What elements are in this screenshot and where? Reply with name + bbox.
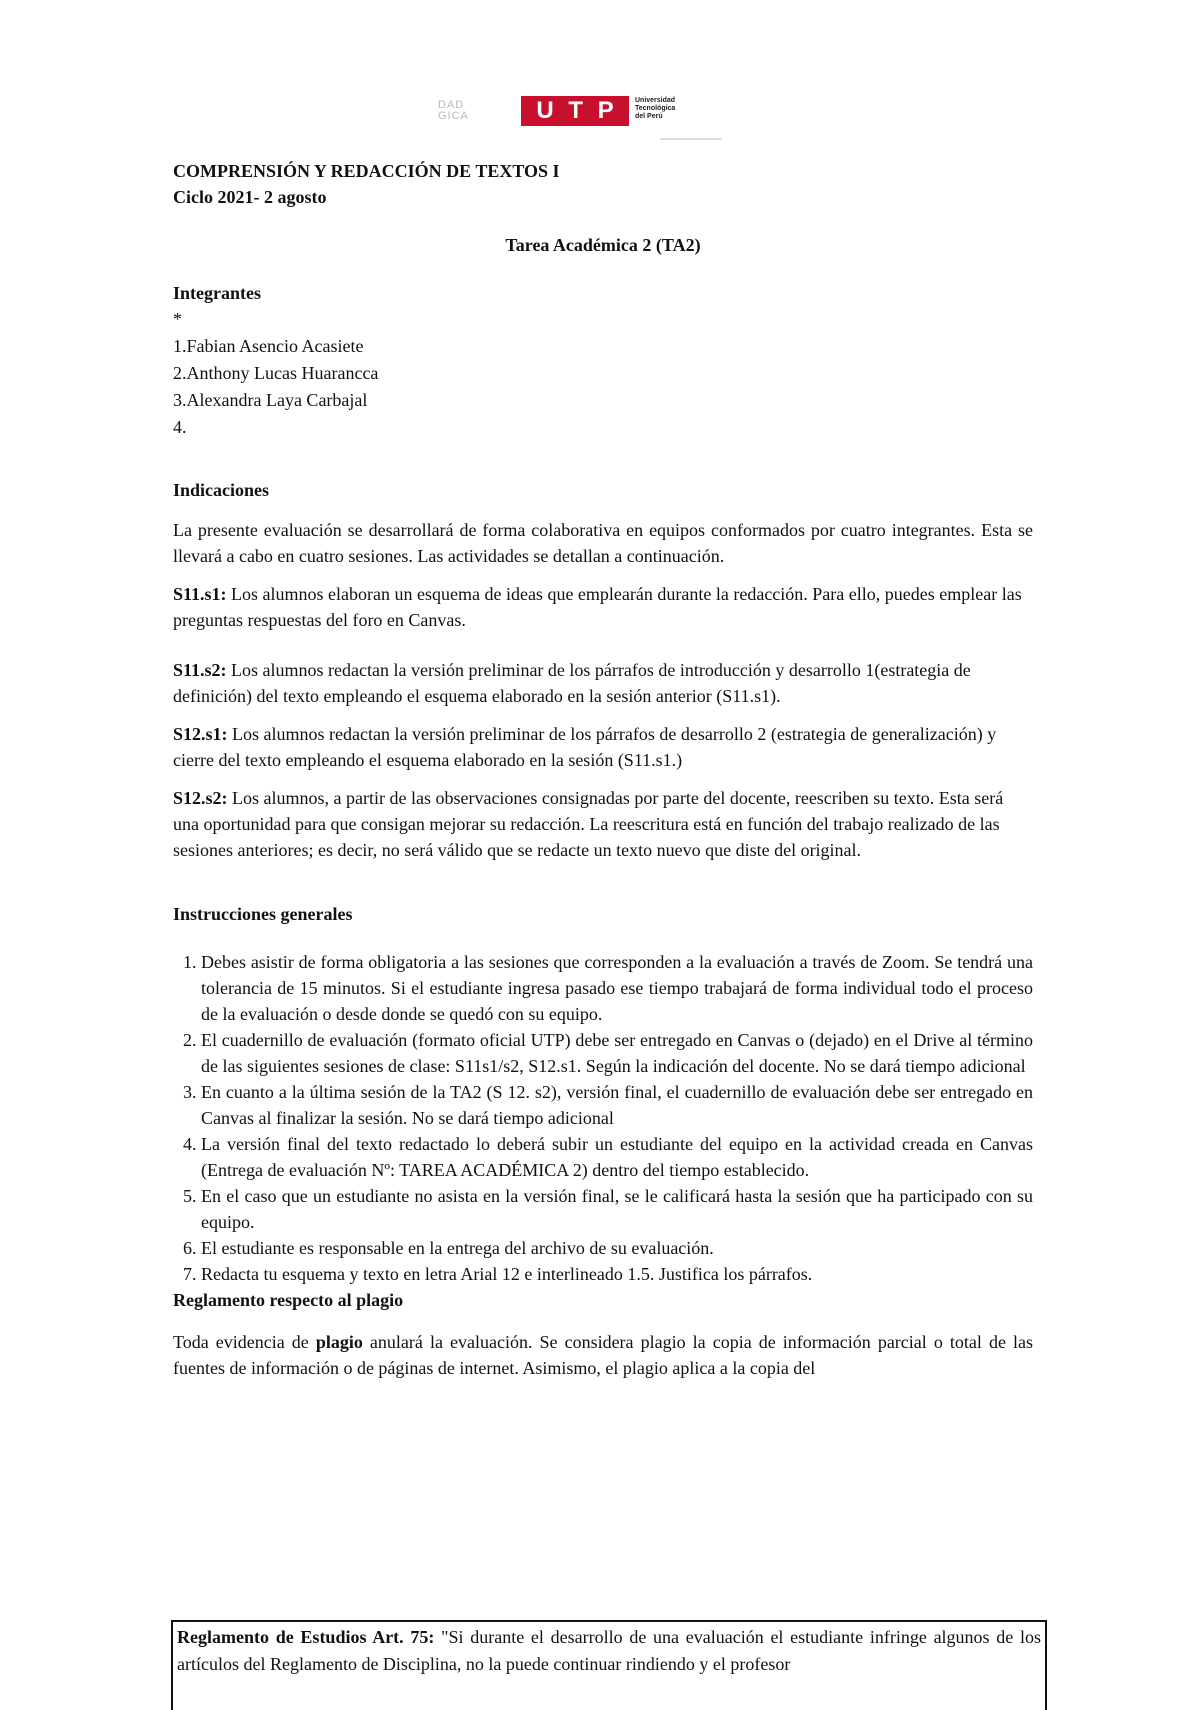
- instructions-list: [173, 949, 1033, 1287]
- session-text: Los alumnos redactan la versión preliminar de los párrafos de desarrollo 2 (estrategia de generalización) y cierre del texto empleando el esquema elaborado en la sesión (S11.s1.): [173, 724, 997, 770]
- member-item: 3.Alexandra Laya Carbajal: [173, 390, 368, 410]
- plagiarism-heading: Reglamento respecto al plagio: [173, 1290, 404, 1310]
- instruction-item: 4. La versión final del texto redactado lo deberá subir un estudiante del equipo en la actividad creada en Canvas (Entrega de evaluación Nº: TAREA ACADÉMICA 2) dentro del tiempo establecido.: [201, 1131, 1033, 1183]
- instruction-item: 3. En cuanto a la última sesión de la TA2 (S 12. s2), versión final, el cuadernillo de evaluación debe ser entregado en Canvas al finalizar la sesión. No se dará tiempo adicional: [201, 1079, 1033, 1131]
- session-text: Los alumnos, a partir de las observaciones consignadas por parte del docente, reescriben su texto. Esta será una oportunidad para que consigan mejorar su redacción. La reescritura está en función del trabajo realizado de las sesiones anteriores; es decir, no será válido que se redacte un texto nuevo que diste del original.: [173, 788, 1004, 860]
- instruction-item: 5. En el caso que un estudiante no asista en la versión final, se le calificará hasta la sesión que ha participado con su equipo.: [201, 1183, 1033, 1235]
- members-heading: Integrantes: [173, 283, 261, 303]
- session-text: Los alumnos elaboran un esquema de ideas que emplearán durante la redacción. Para ello, puedes emplear las preguntas respuestas del foro en Canvas.: [173, 584, 1022, 630]
- session-code: S12.s1:: [173, 724, 228, 744]
- instruction-item: 1. Debes asistir de forma obligatoria a las sesiones que corresponden a la evaluación a través de Zoom. Se tendrá una tolerancia de 15 minutos. Si el estudiante ingresa pasado ese tiempo trabajará de forma individual todo el proceso de la evaluación o desde donde se quedó con su equipo.: [201, 949, 1033, 1027]
- utp-logo-box: [521, 96, 629, 126]
- header-logo: [438, 96, 728, 146]
- plagiarism-text-after: anulará la evaluación. Se considera plagio la copia de información parcial o total de las fuentes de información o de páginas de internet. Asimismo, el plagio aplica a la copia del: [173, 1332, 1033, 1378]
- instruction-item: 6. El estudiante es responsable en la entrega del archivo de su evaluación.: [201, 1235, 1033, 1261]
- session-code: S11.s1:: [173, 584, 227, 604]
- session-s11-s2: [173, 657, 1033, 709]
- regulation-box: [171, 1620, 1047, 1710]
- session-code: S12.s2:: [173, 788, 228, 808]
- instruction-item: 7. Redacta tu esquema y texto en letra Arial 12 e interlineado 1.5. Justifica los párrafos.: [201, 1261, 1033, 1287]
- document-content: [173, 158, 1033, 1381]
- faded-logo-text: DAD GICA: [438, 99, 469, 122]
- regulation-label: Reglamento de Estudios Art. 75:: [177, 1627, 435, 1647]
- member-item: 1.Fabian Asencio Acasiete: [173, 336, 364, 356]
- instruction-item: 2. El cuadernillo de evaluación (formato oficial UTP) debe ser entregado en Canvas o (dejado) en el Drive al término de las siguientes sesiones de clase: S11s1/s2, S12.s1. Según la indicación del docente. No se dará tiempo adicional: [201, 1027, 1033, 1079]
- session-s11-s1: [173, 581, 1033, 633]
- regulation-text: "Si durante el desarrollo de una evaluación el estudiante infringe algunos de los artículos del Reglamento de Disciplina, no la puede continuar rindiendo y el profesor: [177, 1627, 1042, 1674]
- member-item: 2.Anthony Lucas Huarancca: [173, 363, 379, 383]
- indications-heading: Indicaciones: [173, 480, 270, 500]
- instructions-heading: Instrucciones generales: [173, 904, 353, 924]
- members-marker: *: [173, 309, 182, 329]
- logo-letter-u: U: [536, 97, 554, 124]
- plagiarism-text-before: Toda evidencia de: [173, 1332, 316, 1352]
- cycle-label: Ciclo 2021- 2 agosto: [173, 187, 327, 207]
- session-text: Los alumnos redactan la versión preliminar de los párrafos de introducción y desarrollo 1(estrategia de definición) del texto empleando el esquema elaborado en la sesión anterior (S11.s1).: [173, 660, 971, 706]
- member-item: 4.: [173, 417, 187, 437]
- course-title: COMPRENSIÓN Y REDACCIÓN DE TEXTOS I: [173, 161, 560, 181]
- logo-underline: [660, 138, 722, 140]
- logo-letter-t: T: [568, 97, 583, 124]
- session-s12-s2: [173, 785, 1033, 863]
- logo-letter-p: P: [597, 97, 614, 124]
- plagiarism-bold-word: plagio: [315, 1332, 363, 1352]
- indications-intro: La presente evaluación se desarrollará de forma colaborativa en equipos conformados por cuatro integrantes. Esta se llevará a cabo en cuatro sesiones. Las actividades se detallan a continuación.: [173, 520, 1033, 566]
- session-code: S11.s2:: [173, 660, 227, 680]
- task-title: Tarea Académica 2 (TA2): [505, 235, 701, 255]
- members-list: [173, 306, 1033, 441]
- plagiarism-paragraph: [173, 1329, 1033, 1381]
- university-name: Universidad Tecnológica del Perú: [635, 97, 676, 120]
- session-s12-s1: [173, 721, 1033, 773]
